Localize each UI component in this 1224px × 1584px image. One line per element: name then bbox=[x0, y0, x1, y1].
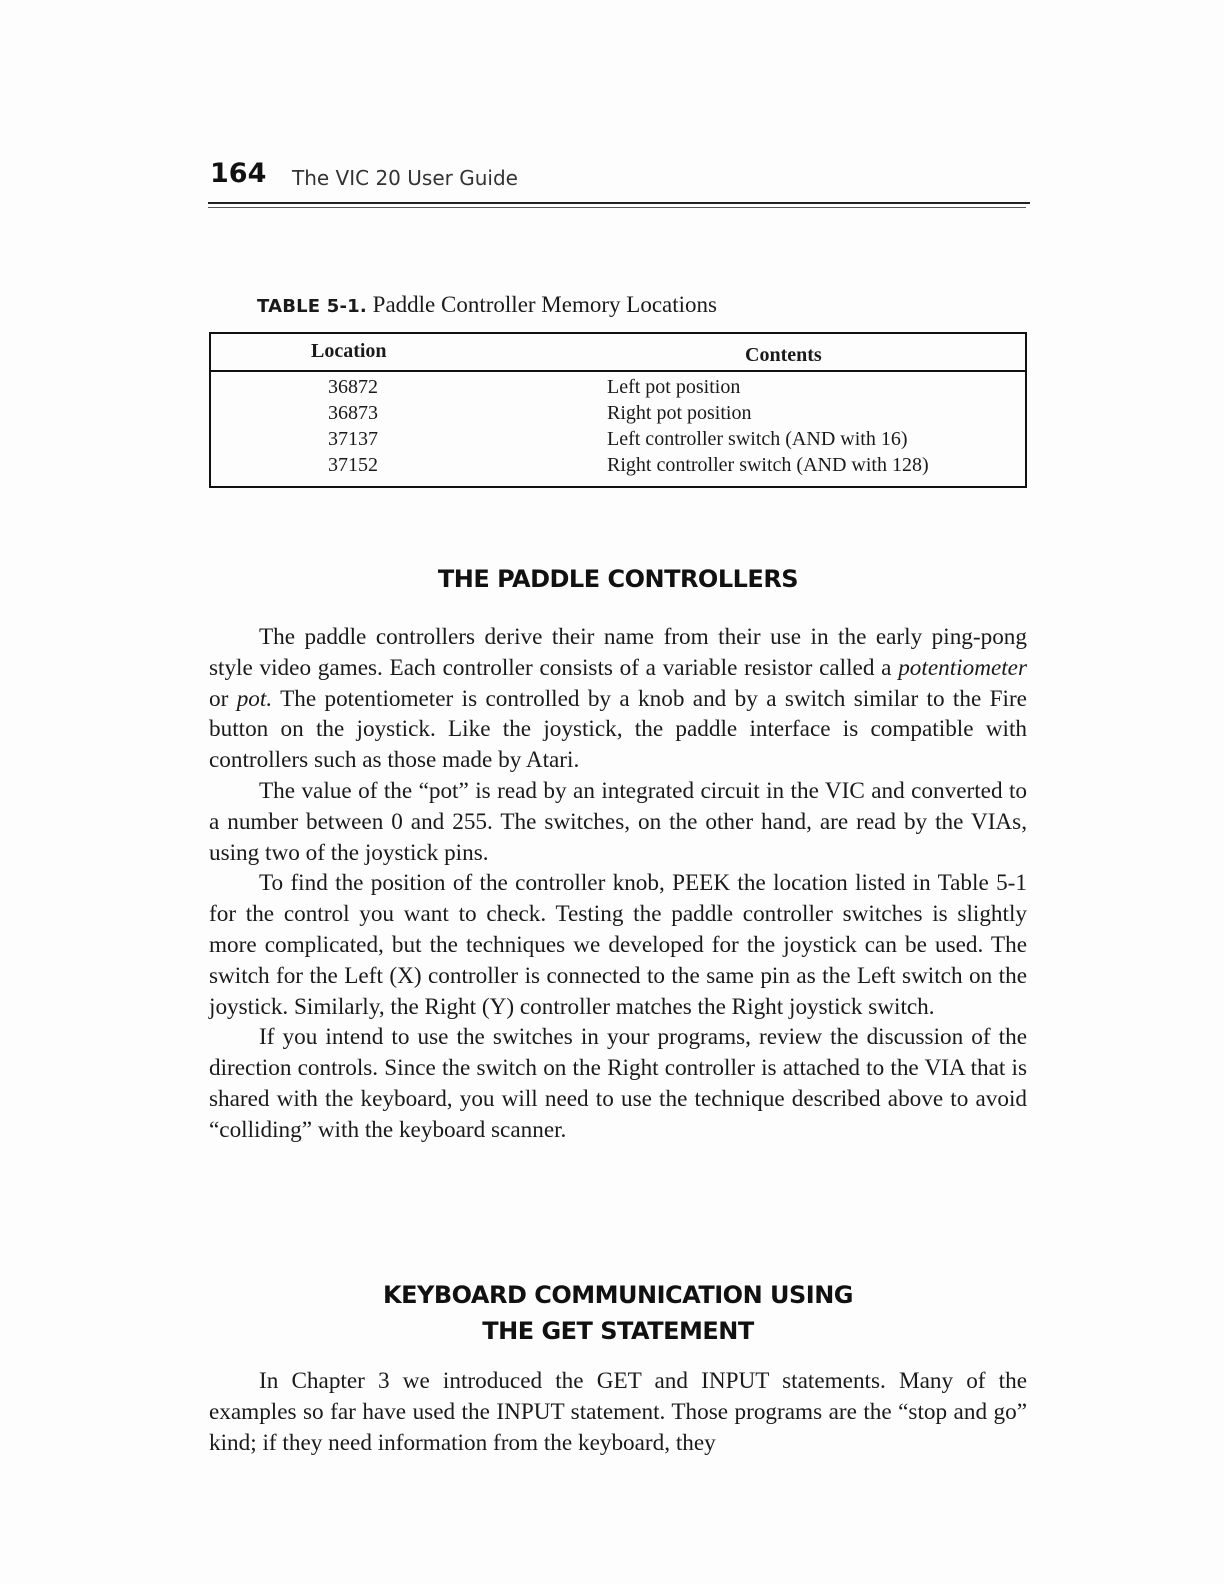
table-row bbox=[211, 428, 1025, 454]
paragraph: In Chapter 3 we introduced the GET and INPUT statements. Many of the examples so far have used the INPUT statement. Those programs are the “stop and go” kind; if they need information from the keyboard, they bbox=[209, 1368, 1027, 1456]
section-heading-keyboard-get bbox=[209, 1277, 1027, 1349]
location-cell: 37152 bbox=[328, 454, 378, 476]
location-cell: 37137 bbox=[328, 428, 378, 450]
paragraph-text: or bbox=[209, 685, 237, 712]
contents-cell: Left pot position bbox=[607, 376, 741, 398]
table-row bbox=[211, 454, 1025, 480]
section-heading-paddle-controllers: THE PADDLE CONTROLLERS bbox=[437, 565, 799, 593]
running-header bbox=[210, 158, 1030, 192]
header-rule bbox=[208, 202, 1030, 204]
table-body bbox=[211, 376, 1025, 480]
section-body-paddle-controllers bbox=[209, 622, 1027, 1146]
paragraph: If you intend to use the switches in your programs, review the discussion of the direction controls. Since the switch on the Right controller is attached to the VIA that is shared with the keyboard, you will need to use the technique described above to avoid “colliding” with the keyboard scanner. bbox=[209, 1024, 1027, 1143]
table-row bbox=[211, 402, 1025, 428]
contents-cell: Left controller switch (AND with 16) bbox=[607, 428, 908, 450]
table-row bbox=[211, 376, 1025, 402]
header-rule-thin bbox=[208, 207, 1026, 208]
table-caption-text: Paddle Controller Memory Locations bbox=[366, 292, 717, 317]
table-caption-label: TABLE 5-1. bbox=[257, 296, 367, 317]
contents-cell: Right pot position bbox=[607, 402, 752, 424]
column-header-contents: Contents bbox=[745, 344, 822, 366]
table-header-rule bbox=[211, 370, 1025, 372]
location-cell: 36872 bbox=[328, 376, 378, 398]
paragraph-text: The paddle controllers derive their name from their use in the early ping-pong style video games. Each controller consists of a variable resistor called a bbox=[209, 624, 1027, 681]
paragraph bbox=[209, 622, 1027, 776]
emphasis-potentiometer: potentiometer bbox=[898, 654, 1027, 681]
emphasis-pot: pot. bbox=[236, 685, 273, 712]
table-caption bbox=[257, 292, 717, 318]
paragraph-text: The potentiometer is controlled by a knob and by a switch similar to the Fire button on the joystick. Like the joystick, the paddle interface is compatible with controllers such as those made by Atari. bbox=[209, 685, 1027, 774]
heading-line: THE GET STATEMENT bbox=[482, 1317, 754, 1345]
column-header-location: Location bbox=[311, 340, 387, 362]
location-cell: 36873 bbox=[328, 402, 378, 424]
paragraph: The value of the “pot” is read by an integrated circuit in the VIC and converted to a number between 0 and 255. The switches, on the other hand, are read by the VIAs, using two of the joystick pins. bbox=[209, 777, 1027, 866]
heading-line: KEYBOARD COMMUNICATION USING bbox=[383, 1281, 853, 1309]
book-title: The VIC 20 User Guide bbox=[292, 166, 518, 190]
section-body-keyboard-get bbox=[209, 1366, 1027, 1458]
paragraph: To find the position of the controller knob, PEEK the location listed in Table 5-1 for the control you want to check. Testing the paddle controller switches is slightly more complicated, but the techniques we developed for the joystick can be used. The switch for the Left (X) controller is connected to the same pin as the Left switch on the joystick. Similarly, the Right (Y) controller matches the Right joystick switch. bbox=[209, 870, 1027, 1020]
contents-cell: Right controller switch (AND with 128) bbox=[607, 454, 929, 476]
page-number: 164 bbox=[210, 158, 267, 189]
memory-locations-table bbox=[209, 332, 1027, 488]
